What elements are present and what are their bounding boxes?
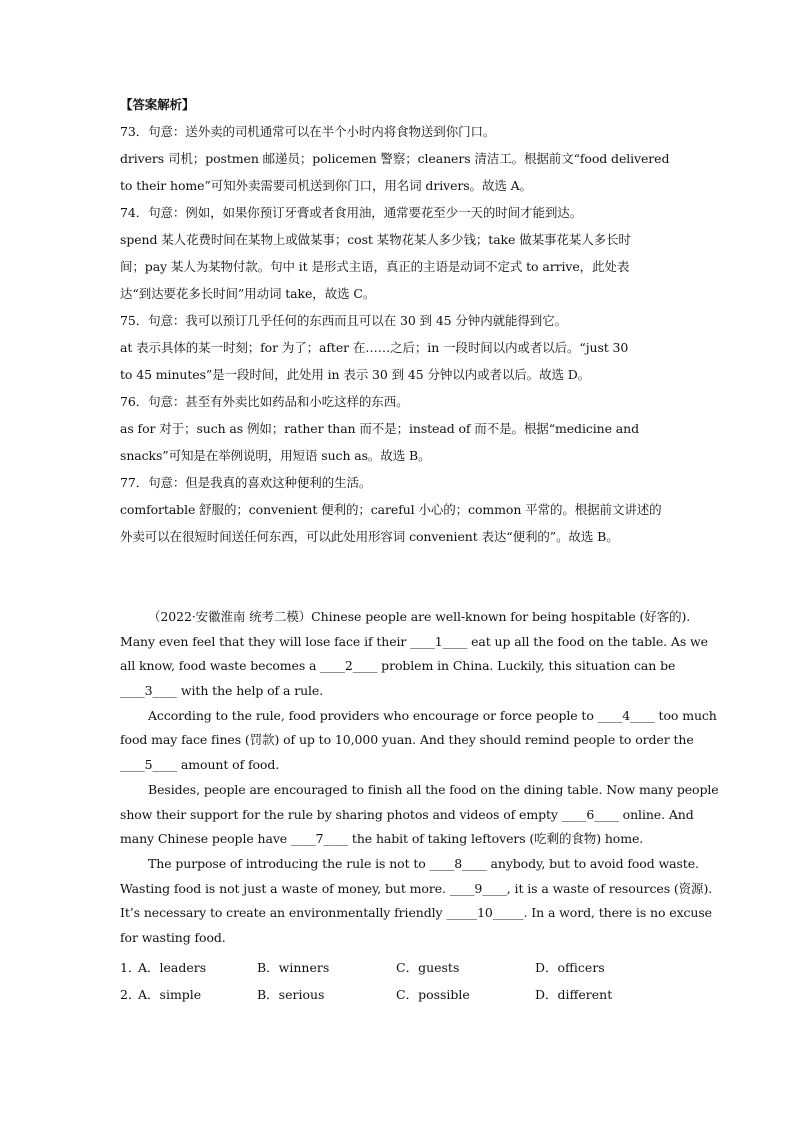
passage-line: all know, food waste becomes a ____2____ problem in China. Luckily, this situation can be bbox=[120, 658, 676, 674]
option-row bbox=[120, 954, 680, 981]
option-a: A．simple bbox=[138, 987, 202, 1002]
passage-line: show their support for the rule by sharing photos and videos of empty ____6____ online. And bbox=[120, 806, 694, 822]
passage-line: The purpose of introducing the rule is not to ____8____ anybody, but to avoid food waste. bbox=[148, 855, 699, 871]
passage-line: Besides, people are encouraged to finish all the food on the dining table. Now many people bbox=[148, 781, 719, 797]
analysis-line: to 45 minutes”是一段时间，此处用 in 表示 30 到 45 分钟以内或者以后。故选 D。 bbox=[120, 367, 591, 382]
passage-line: According to the rule, food providers who encourage or force people to ____4____ too much bbox=[148, 707, 717, 723]
analysis-line: 73．句意：送外卖的司机通常可以在半个小时内将食物送到你门口。 bbox=[120, 124, 496, 139]
option-c: C．guests bbox=[396, 960, 460, 975]
option-d: D．officers bbox=[535, 960, 605, 975]
answer-analysis-section bbox=[120, 91, 680, 550]
option-b: B．winners bbox=[257, 960, 330, 975]
analysis-line: comfortable 舒服的；convenient 便利的；careful 小心的；common 平常的。根据前文讲述的 bbox=[120, 502, 662, 517]
analysis-line: as for 对于；such as 例如；rather than 而不是；instead of 而不是。根据“medicine and bbox=[120, 421, 639, 436]
analysis-line: 75．句意：我可以预订几乎任何的东西而且可以在 30 到 45 分钟内就能得到它。 bbox=[120, 313, 568, 328]
passage-line: ____3____ with the help of a rule. bbox=[120, 683, 324, 699]
analysis-line: 77．句意：但是我真的喜欢这种便利的生活。 bbox=[120, 475, 372, 490]
question-number: 1． bbox=[120, 960, 141, 975]
analysis-line: at 表示具体的某一时刻；for 为了；after 在……之后；in 一段时间以内或者以后。“just 30 bbox=[120, 340, 629, 355]
analysis-line: spend 某人花费时间在某物上或做某事；cost 某物花某人多少钱；take 做某事花某人多长时 bbox=[120, 232, 631, 247]
passage-line: Many even feel that they will lose face if their ____1____ eat up all the food on the table. As we bbox=[120, 633, 708, 649]
analysis-line: 外卖可以在很短时间送任何东西，可以此处用形容词 convenient 表达“便利的”。故选 B。 bbox=[120, 529, 619, 544]
option-c: C．possible bbox=[396, 987, 470, 1002]
question-number: 2． bbox=[120, 987, 141, 1002]
analysis-line: drivers 司机；postmen 邮递员；policemen 警察；cleaners 清洁工。根据前文“food delivered bbox=[120, 151, 670, 166]
answer-options bbox=[120, 954, 680, 1008]
analysis-line: 76．句意：甚至有外卖比如药品和小吃这样的东西。 bbox=[120, 394, 409, 409]
passage-line: food may face fines (罚款) of up to 10,000 yuan. And they should remind people to order the bbox=[120, 732, 694, 748]
cloze-passage bbox=[120, 605, 719, 951]
option-d: D．different bbox=[535, 987, 613, 1002]
passage-line: Wasting food is not just a waste of money, but more. ____9____, it is a waste of resources (资源). bbox=[120, 880, 713, 896]
passage-line: （2022·安徽淮南 统考二模）Chinese people are well-known for being hospitable (好客的). bbox=[148, 609, 691, 624]
analysis-heading: 【答案解析】 bbox=[120, 97, 195, 112]
analysis-line: 间；pay 某人为某物付款。句中 it 是形式主语，真正的主语是动词不定式 to arrive，此处表 bbox=[120, 259, 630, 274]
passage-line: ____5____ amount of food. bbox=[120, 757, 280, 773]
analysis-line: snacks”可知是在举例说明，用短语 such as。故选 B。 bbox=[120, 448, 431, 463]
passage-line: It’s necessary to create an environmentally friendly _____10_____. In a word, there is no excuse bbox=[120, 905, 712, 921]
option-a: A．leaders bbox=[138, 960, 207, 975]
passage-line: many Chinese people have ____7____ the habit of taking leftovers (吃剩的食物) home. bbox=[120, 831, 644, 847]
option-b: B．serious bbox=[257, 987, 325, 1002]
passage-line: for wasting food. bbox=[120, 929, 226, 945]
analysis-line: 达“到达要花多长时间”用动词 take，故选 C。 bbox=[120, 286, 376, 301]
analysis-line: to their home”可知外卖需要司机送到你门口，用名词 drivers。故选 A。 bbox=[120, 178, 532, 193]
analysis-line: 74．句意：例如，如果你预订牙膏或者食用油，通常要花至少一天的时间才能到达。 bbox=[120, 205, 583, 220]
option-row bbox=[120, 981, 680, 1008]
